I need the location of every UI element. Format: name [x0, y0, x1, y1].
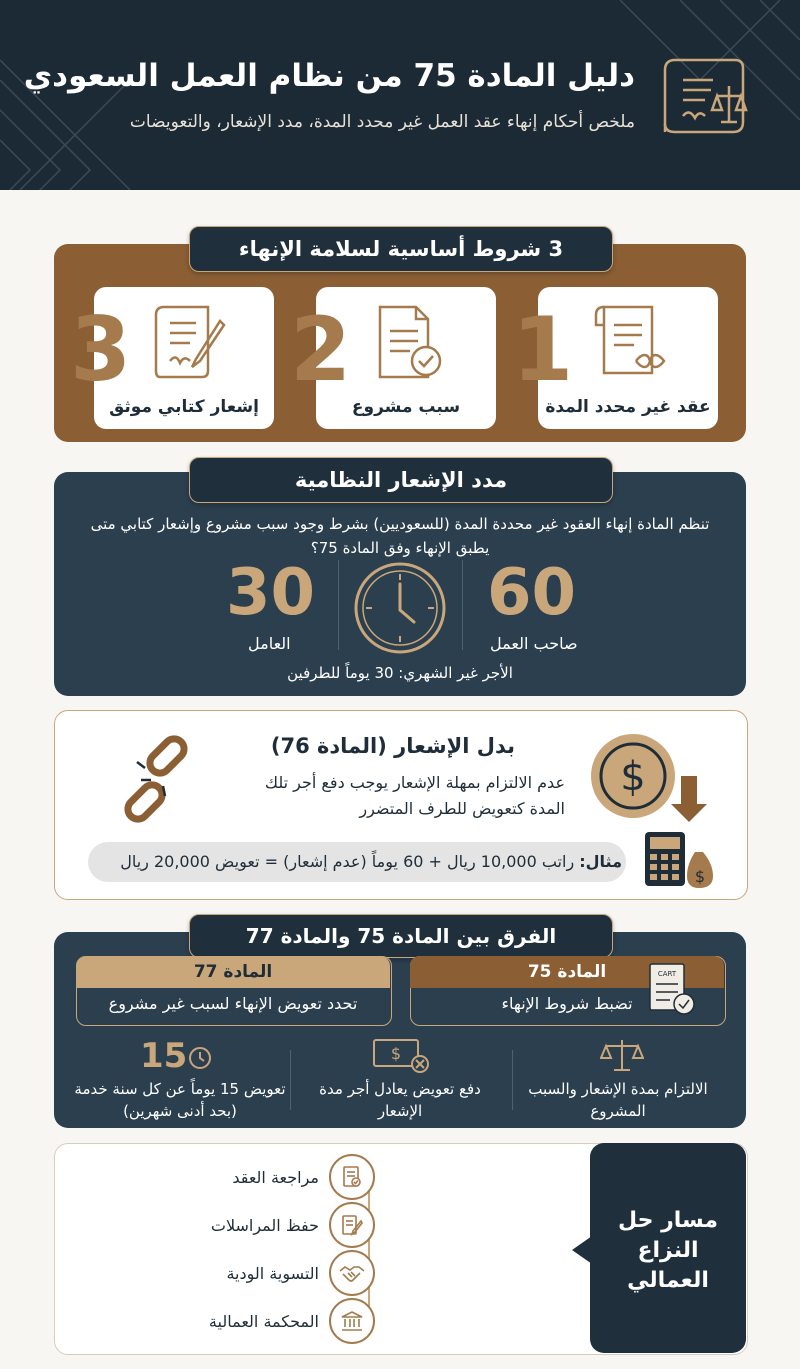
article75-text: تضبط شروط الإنهاء	[501, 994, 633, 1013]
dispute-step-label-2: حفظ المراسلات	[210, 1215, 319, 1235]
svg-text:CART: CART	[657, 970, 677, 978]
scales-icon	[600, 1036, 644, 1076]
worker-label: العامل	[248, 634, 291, 653]
coin-arrow-icon	[585, 730, 709, 826]
conditions-heading: 3 شروط أساسية لسلامة الإنهاء	[189, 226, 613, 272]
page-title: دليل المادة 75 من نظام العمل السعودي	[23, 58, 635, 94]
cart-document-icon	[648, 962, 696, 1018]
notice-description: تنظم المادة إنهاء العقود غير محددة المدة (للسعوديين) بشرط وجود سبب مشروع وإشعار كتابي متى يطبق الإنهاء وفق المادة 75؟	[90, 515, 710, 557]
dispute-step-label-1: مراجعة العقد	[232, 1167, 319, 1187]
pointer-arrow	[572, 1236, 592, 1264]
courthouse-icon	[329, 1298, 375, 1344]
compensation-description: عدم الالتزام بمهلة الإشعار يوجب دفع أجر تلك المدة كتعويض للطرف المتضرر	[264, 773, 565, 818]
svg-text:$: $	[694, 867, 706, 886]
condition-number-1: 1	[512, 298, 574, 401]
calculator-money-icon	[643, 830, 715, 890]
condition-label-3: إشعار كتابي موثق	[109, 397, 259, 417]
dispute-title: مسار حل النزاع العمالي	[617, 1208, 719, 1293]
divider	[462, 560, 463, 650]
compensation-heading: بدل الإشعار (المادة 76)	[270, 734, 515, 758]
fifteen-number: 15	[140, 1036, 188, 1076]
page-subtitle: ملخص أحكام إنهاء عقد العمل غير محدد المدة، مدد الإشعار، والتعويضات	[129, 112, 635, 132]
divider	[290, 1050, 291, 1110]
example-label: مثال:	[579, 852, 622, 871]
contract-infinity-icon	[592, 301, 668, 383]
example-line	[120, 852, 622, 871]
notice-heading: مدد الإشعار النظامية	[189, 457, 613, 503]
dispute-step-1	[232, 1154, 375, 1200]
divider	[512, 1050, 513, 1110]
divider	[338, 560, 339, 650]
difference-point-2: دفع تعويض يعادل أجر مدة الإشعار	[319, 1080, 481, 1120]
difference-point-3: تعويض 15 يوماً عن كل سنة خدمة (بحد أدنى شهرين)	[74, 1080, 286, 1120]
difference-point-1: الالتزام بمدة الإشعار والسبب المشروع	[528, 1080, 708, 1120]
document-check-icon	[372, 303, 446, 383]
contract-review-icon	[329, 1154, 375, 1200]
scroll-pen-icon	[150, 301, 230, 383]
condition-label-2: سبب مشروع	[351, 397, 461, 417]
dispute-step-4	[209, 1298, 375, 1344]
dispute-step-label-4: المحكمة العمالية	[208, 1311, 319, 1331]
svg-text:$: $	[620, 754, 646, 800]
clock-icon	[352, 560, 448, 656]
header-banner	[0, 0, 800, 190]
clock-small-icon	[188, 1046, 212, 1070]
employer-days: 60	[487, 556, 577, 630]
condition-label-1: عقد غير محدد المدة	[545, 397, 711, 417]
scroll-scales-icon	[655, 52, 753, 140]
notice-footnote: الأجر غير الشهري: 30 يوماً للطرفين	[287, 664, 513, 682]
dispute-step-3	[226, 1250, 375, 1296]
worker-days: 30	[226, 556, 316, 630]
broken-chain-icon	[105, 728, 207, 830]
banknote-icon	[372, 1036, 432, 1074]
dispute-step-2	[211, 1202, 375, 1248]
difference-heading: الفرق بين المادة 75 والمادة 77	[189, 914, 613, 958]
dispute-step-label-3: التسوية الودية	[226, 1263, 319, 1283]
article77-title: المادة 77	[76, 956, 390, 988]
employer-label: صاحب العمل	[490, 634, 578, 653]
article75-title: المادة 75	[410, 956, 724, 988]
article77-text: تحدد تعويض الإنهاء لسبب غير مشروع	[108, 994, 358, 1013]
handshake-icon	[329, 1250, 375, 1296]
example-text: راتب 10,000 ريال + 60 يوماً (عدم إشعار) = تعويض 20,000 ريال	[120, 852, 575, 871]
condition-number-3: 3	[70, 298, 132, 401]
document-edit-icon	[329, 1202, 375, 1248]
condition-number-2: 2	[290, 298, 352, 401]
svg-text:$: $	[390, 1044, 402, 1063]
